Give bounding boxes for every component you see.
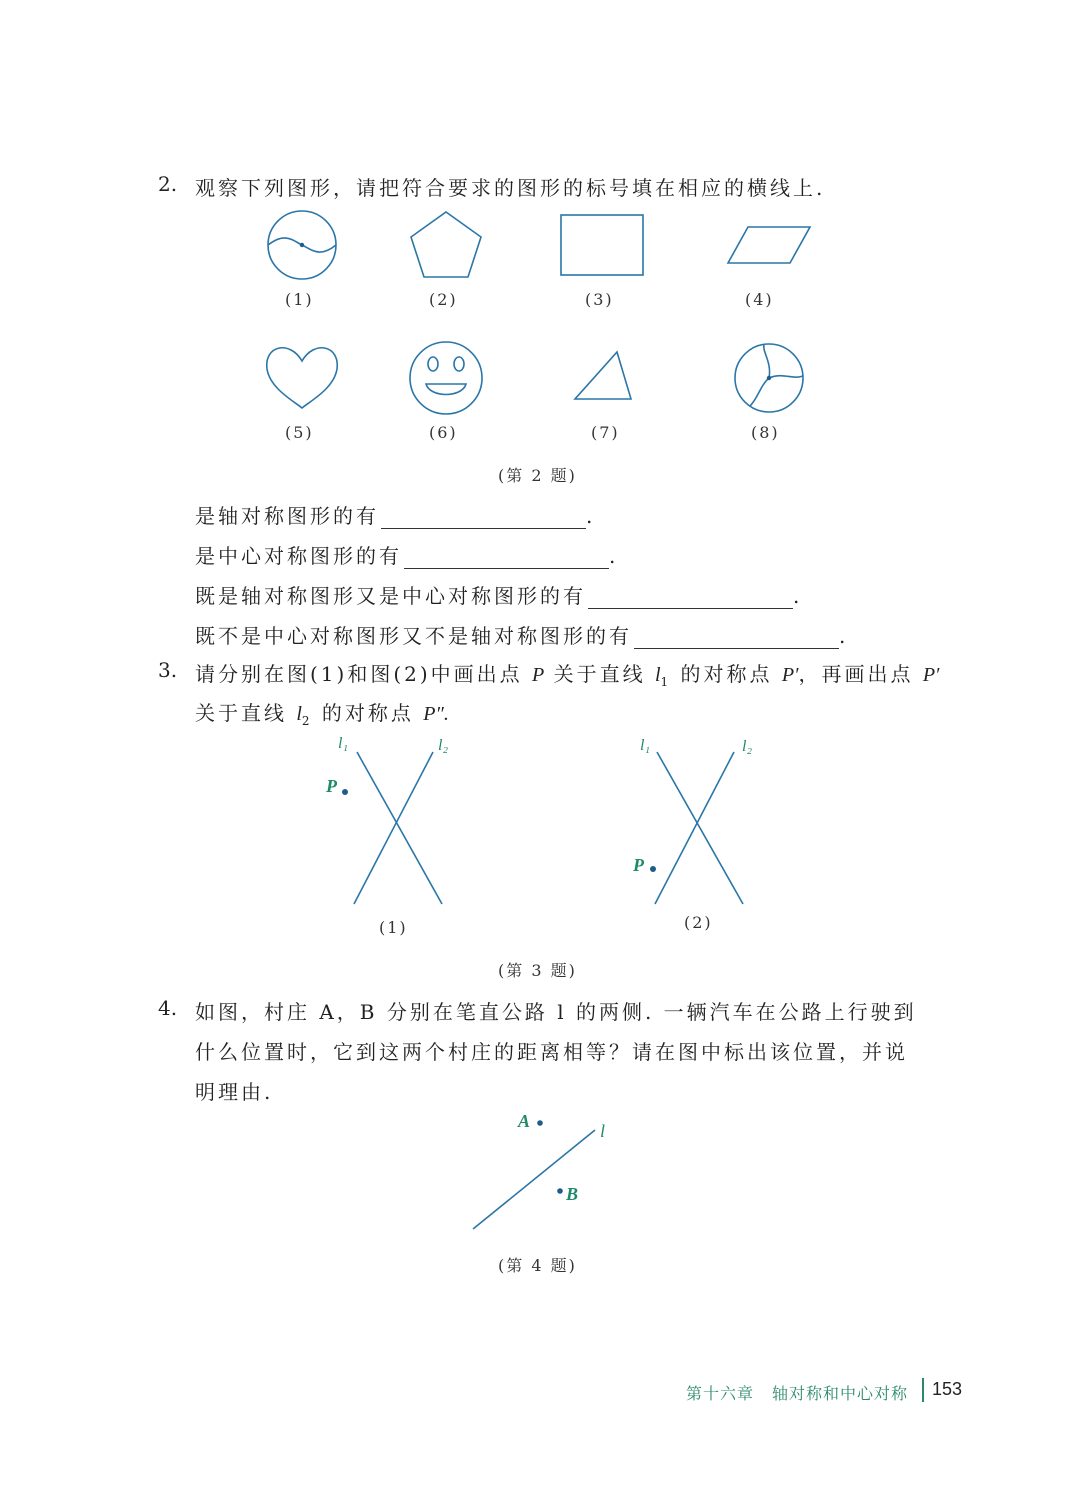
q4-label-l: l: [600, 1121, 606, 1141]
q3-sub-1: 1: [660, 675, 672, 689]
q3-line-1: [195, 658, 939, 689]
q4-line-1: 如图，村庄 A，B 分别在笔直公路 l 的两侧. 一辆汽车在公路上行驶到: [195, 1000, 917, 1024]
q3-text-c: 的对称点: [680, 662, 773, 686]
q2-blank-1-line[interactable]: [381, 508, 586, 529]
q2-label-2: (2): [429, 290, 458, 309]
q3-caption: (第 3 题): [498, 961, 577, 980]
page-number: 153: [932, 1379, 963, 1399]
q3-fig1-l2: l₂: [438, 737, 449, 754]
q2-blank-2: 是中心对称图形的有 .: [195, 544, 619, 568]
q2-label-8: (8): [751, 423, 780, 442]
q3-fig1-l1: l₁: [338, 735, 349, 752]
q3-fig2-point-p: P: [633, 855, 644, 875]
q2-label-1: (1): [285, 290, 314, 309]
q3-sym-l1: l: [654, 664, 661, 686]
q2-blank-1: 是轴对称图形的有 .: [195, 504, 596, 528]
q3-sym-p: P: [532, 664, 545, 686]
q2-blank-3-label: 既是轴对称图形又是中心对称图形的有: [195, 584, 586, 608]
q2-figure-4: [728, 227, 810, 263]
q4-line-2: 什么位置时，它到这两个村庄的距离相等？请在图中标出该位置，并说: [195, 1040, 908, 1064]
q3-fig2-label: (2): [684, 913, 713, 932]
q2-figure-8: [735, 344, 803, 412]
q3-text-b: 关于直线: [553, 662, 646, 686]
q2-blank-2-label: 是中心对称图形的有: [195, 544, 402, 568]
q4-caption: (第 4 题): [498, 1256, 577, 1275]
q3-sym-p-double-prime: P″.: [423, 703, 449, 725]
footer-divider: [922, 1378, 924, 1402]
q2-figure-7: [575, 352, 631, 399]
q3-sym-l2: l: [296, 703, 302, 725]
q2-blank-4-line[interactable]: [634, 628, 839, 649]
q2-label-4: (4): [745, 290, 774, 309]
footer-title: 轴对称和中心对称: [772, 1386, 909, 1403]
q2-blank-4-label: 既不是中心对称图形又不是轴对称图形的有: [195, 624, 632, 648]
q3-figure-2: [650, 752, 743, 904]
q2-figure-3: [561, 215, 643, 275]
q2-label-7: (7): [591, 423, 620, 442]
q3-sub-2: 2: [301, 714, 313, 728]
q2-label-6: (6): [429, 423, 458, 442]
q3-line-2: [195, 697, 449, 728]
q2-number: 2.: [158, 172, 178, 196]
q2-figure-6: [410, 342, 482, 414]
q4-line-3: 明理由.: [195, 1080, 274, 1104]
q2-figure-2: [411, 212, 481, 277]
q3-fig2-l2: l₂: [742, 738, 753, 755]
q2-blank-3: 既是轴对称图形又是中心对称图形的有 .: [195, 584, 803, 608]
q2-label-5: (5): [285, 423, 314, 442]
q2-blank-3-line[interactable]: [588, 588, 793, 609]
q4-number: 4.: [158, 996, 178, 1020]
q4-label-b: B: [566, 1184, 579, 1204]
q2-figure-5: [267, 348, 337, 408]
q3-fig2-l1: l₁: [640, 737, 651, 754]
q3-text-e: 关于直线: [195, 701, 287, 725]
q3-text-d: ，再画出点: [798, 662, 914, 686]
q4-figure: [473, 1120, 595, 1229]
q3-fig1-label: (1): [379, 918, 408, 937]
q3-sym-p-prime: P′: [781, 664, 799, 686]
q2-figure-1: [268, 211, 336, 279]
q3-text-a: 请分别在图(1)和图(2)中画出点: [195, 662, 523, 686]
q3-number: 3.: [158, 658, 178, 682]
footer-chapter: 第十六章: [686, 1386, 755, 1403]
q4-label-a: A: [518, 1111, 531, 1131]
q3-text-f: 的对称点: [321, 701, 414, 725]
q2-label-3: (3): [585, 290, 614, 309]
q2-blank-1-label: 是轴对称图形的有: [195, 504, 379, 528]
q3-figure-1: [342, 752, 442, 904]
q2-blank-2-line[interactable]: [404, 548, 609, 569]
q3-sym-p-prime-2: P′: [922, 664, 940, 686]
q2-text: 观察下列图形，请把符合要求的图形的标号填在相应的横线上.: [195, 176, 826, 200]
q2-caption: (第 2 题): [498, 466, 577, 485]
q3-fig1-point-p: P: [326, 776, 337, 796]
q2-blank-4: 既不是中心对称图形又不是轴对称图形的有 .: [195, 624, 849, 648]
